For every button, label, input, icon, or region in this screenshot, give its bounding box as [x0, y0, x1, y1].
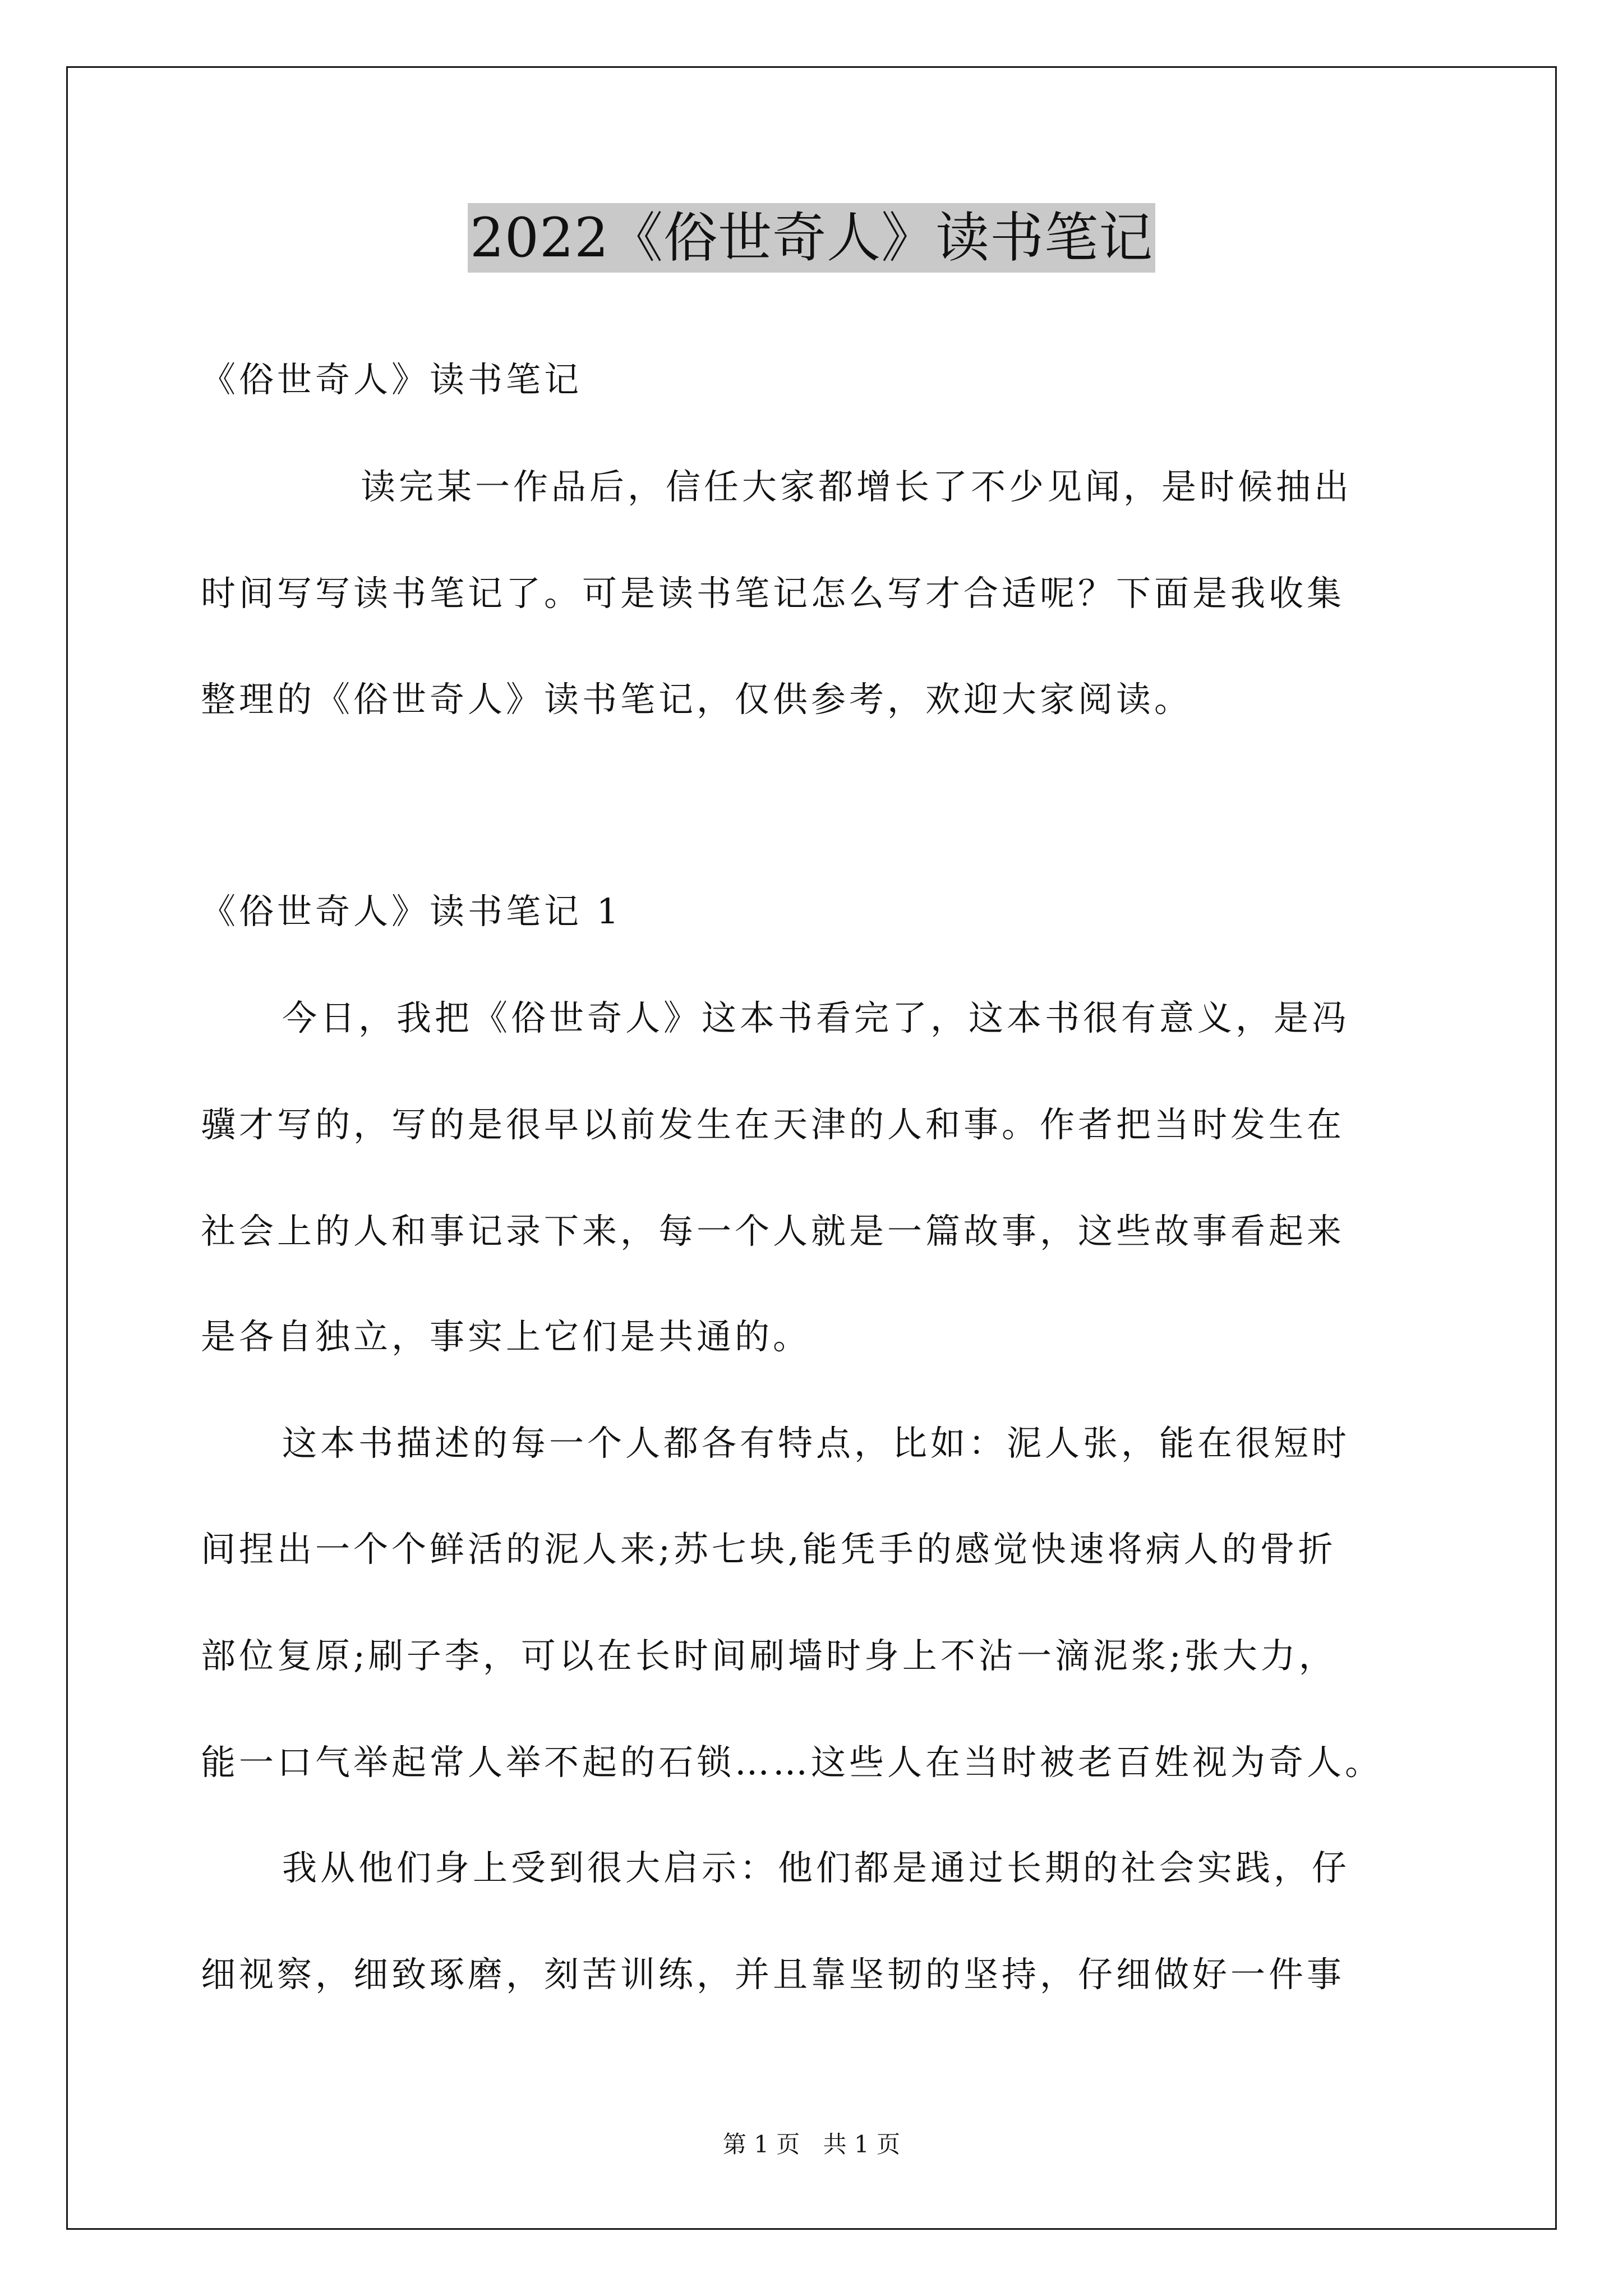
paragraph-line: 我从他们身上受到很大启示：他们都是通过长期的社会实践，仔	[282, 1847, 1350, 1888]
paragraph-line: 间捏出一个个鲜活的泥人来;苏七块,能凭手的感觉快速将病人的骨折	[201, 1529, 1336, 1570]
paragraph-line: 这本书描述的每一个人都各有特点，比如：泥人张，能在很短时	[282, 1423, 1350, 1464]
subtitle: 《俗世奇人》读书笔记	[201, 359, 583, 400]
intro-line: 读完某一作品后，信任大家都增长了不少见闻，是时候抽出	[361, 466, 1353, 507]
intro-line: 时间写写读书笔记了。可是读书笔记怎么写才合适呢？下面是我收集	[201, 573, 1345, 614]
paragraph-line: 社会上的人和事记录下来，每一个人就是一篇故事，这些故事看起来	[201, 1211, 1345, 1251]
paragraph-line: 部位复原;刷子李，可以在长时间刷墙时身上不沾一滴泥浆;张大力，	[201, 1635, 1337, 1676]
intro-line: 整理的《俗世奇人》读书笔记，仅供参考，欢迎大家阅读。	[201, 679, 1193, 720]
document-title: 2022《俗世奇人》读书笔记	[468, 203, 1155, 273]
title-container	[0, 203, 1623, 273]
paragraph-line: 细视察，细致琢磨，刻苦训练，并且靠坚韧的坚持，仔细做好一件事	[201, 1954, 1345, 1995]
section-heading: 《俗世奇人》读书笔记 1	[201, 891, 623, 932]
paragraph-line: 骥才写的，写的是很早以前发生在天津的人和事。作者把当时发生在	[201, 1104, 1345, 1145]
paragraph-line: 是各自独立，事实上它们是共通的。	[201, 1316, 811, 1357]
paragraph-line: 能一口气举起常人举不起的石锁……这些人在当时被老百姓视为奇人。	[201, 1742, 1384, 1783]
page-total: 共 1 页	[823, 2131, 901, 2158]
paragraph-line: 今日，我把《俗世奇人》这本书看完了，这本书很有意义，是冯	[282, 997, 1350, 1038]
page-footer	[0, 2129, 1623, 2160]
page-number: 第 1 页	[722, 2131, 800, 2158]
